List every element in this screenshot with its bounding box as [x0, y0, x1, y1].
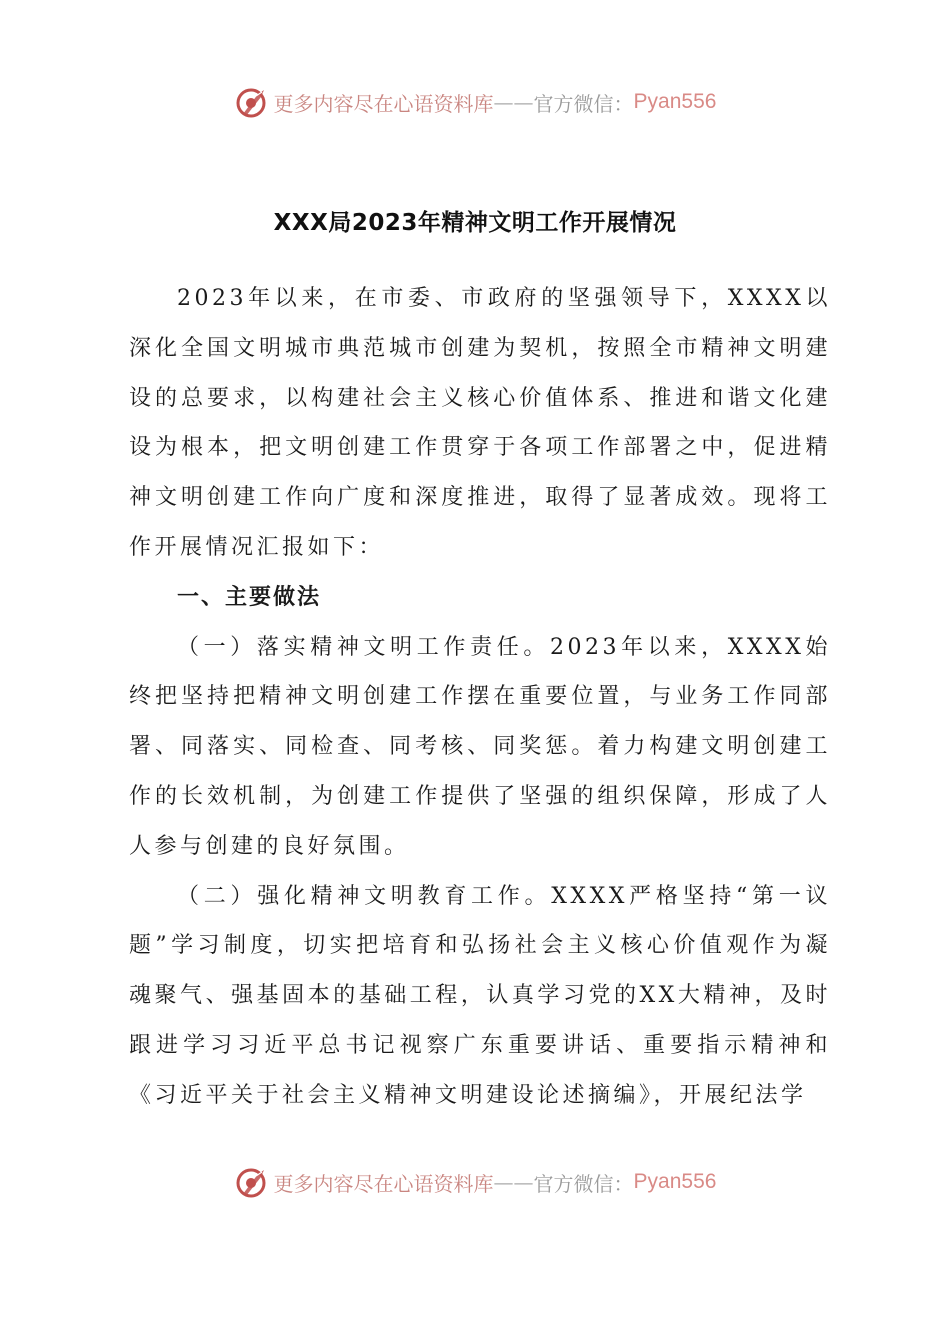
- section-heading: 一、主要做法: [177, 584, 322, 610]
- banner-dash: ——: [493, 90, 534, 114]
- banner-wechat-id: Pyan556: [633, 1170, 717, 1193]
- document-body: [129, 274, 831, 1121]
- footer-banner: [0, 1162, 950, 1202]
- intro-paragraph: 2023年以来，在市委、市政府的坚强领导下，XXXX以深化全国文明城市典范城市创建为契机，按照全市精神文明建设的总要求，以构建社会主义核心价值体系、推进和谐文化建设为根本，把文明创建工作贯穿于各项工作部署之中，促进精神文明创建工作向广度和深度推进，取得了显著成效。现将工作开展情况汇报如下：: [129, 286, 831, 560]
- item-paragraph-1: （一）落实精神文明工作责任。2023年以来，XXXX始终把坚持把精神文明创建工作摆在重要位置，与业务工作同部署、同落实、同检查、同考核、同奖惩。着力构建文明创建工作的长效机制，为创建工作提供了坚强的组织保障，形成了人人参与创建的良好氛围。: [129, 634, 831, 859]
- banner-slogan: 更多内容尽在心语资料库: [273, 91, 494, 116]
- item-paragraph-2: （二）强化精神文明教育工作。XXXX严格坚持“第一议题”学习制度，切实把培育和弘扬社会主义核心价值观作为凝魂聚气、强基固本的基础工程，认真学习党的XX大精神，及时跟进学习习近平总书记视察广东重要讲话、重要指示精神和《习近平关于社会主义精神文明建设论述摘编》，开展纪法学: [129, 883, 831, 1108]
- banner-dash: ——: [493, 1170, 534, 1194]
- banner-wechat-label: 官方微信：: [533, 1171, 634, 1196]
- banner-wechat-label: 官方微信：: [533, 91, 634, 116]
- pen-logo-icon: [234, 84, 270, 120]
- header-banner: [0, 82, 950, 122]
- banner-wechat-id: Pyan556: [633, 90, 717, 113]
- banner-slogan: 更多内容尽在心语资料库: [273, 1171, 494, 1196]
- document-title: XXX局2023年精神文明工作开展情况: [273, 210, 677, 236]
- pen-logo-icon: [234, 1164, 270, 1200]
